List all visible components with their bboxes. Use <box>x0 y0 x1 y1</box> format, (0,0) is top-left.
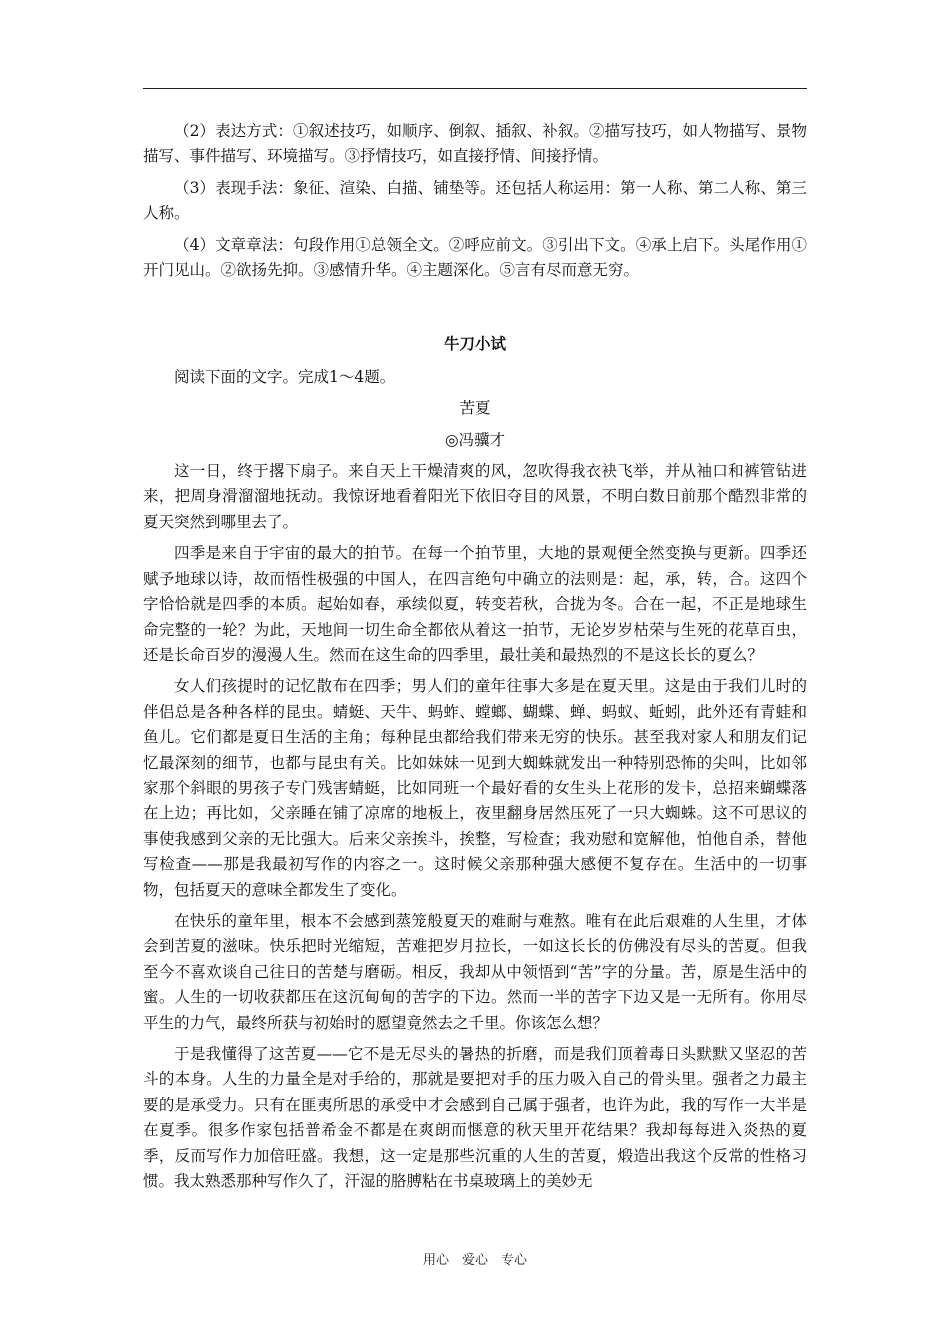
header-rule <box>143 88 807 89</box>
section-gap <box>143 289 807 331</box>
method-structure: （4）文章章法：句段作用①总领全文。②呼应前文。③引出下文。④承上启下。头尾作用①开门见山。②欲扬先抑。③感情升华。④主题深化。⑤言有尽而意无穷。 <box>143 235 807 280</box>
exercise-instruction: 阅读下面的文字。完成1～4题。 <box>174 367 396 386</box>
page-content <box>143 119 807 1200</box>
article-paragraph-1: 这一日，终于撂下扇子。来自天上干燥清爽的风，忽吹得我衣袂飞举，并从袖口和裤管钻进来，把周身滑溜溜地抚动。我惊讶地看着阳光下依旧夺目的风景，不明白数日前那个酷烈非常的夏天突然到哪里去了。 <box>143 462 807 531</box>
page-footer: 用心 爱心 专心 <box>422 1253 527 1268</box>
article-paragraph-4: 在快乐的童年里，根本不会感到蒸笼般夏天的难耐与难熬。唯有在此后艰难的人生里，才体会到苦夏的滋味。快乐把时光缩短，苦难把岁月拉长，一如这长长的仿佛没有尽头的苦夏。但我至今不喜欢谈自己往日的苦楚与磨砺。相反，我却从中领悟到“苦”字的分量。苦，原是生活中的蜜。人生的一切收获都压在这沉甸甸的苦字的下边。然而一半的苦字下边又是一无所有。你用尽平生的力气，最终所获与初始时的愿望竟然去之千里。你该怎么想？ <box>143 911 807 1032</box>
article-author: ◎冯骥才 <box>444 430 506 449</box>
method-expression: （2）表达方式：①叙述技巧，如顺序、倒叙、插叙、补叙。②描写技巧，如人物描写、景物描写、事件描写、环境描写。③抒情技巧，如直接抒情、间接抒情。 <box>143 122 807 166</box>
article-paragraph-3: 女人们孩提时的记忆散布在四季；男人们的童年往事大多是在夏天里。这是由于我们儿时的伴侣总是各种各样的昆虫。蜻蜓、天牛、蚂蚱、螳螂、蝴蝶、蝉、蚂蚁、蚯蚓，此外还有青蛙和鱼儿。它们都是夏日生活的主角；每种昆虫都给我们带来无穷的快乐。甚至我对家人和朋友们记忆最深刻的细节，也都与昆虫有关。比如妹妹一见到大蜘蛛就发出一种特别恐怖的尖叫，比如邻家那个斜眼的男孩子专门残害蜻蜓，比如同班一个最好看的女生头上花形的发卡，总招来蝴蝶落在上边；再比如，父亲睡在铺了凉席的地板上，夜里翻身居然压死了一只大蜘蛛。这不可思议的事使我感到父亲的无比强大。后来父亲挨斗，挨整，写检查；我劝慰和宽解他，怕他自杀，替他写检查——那是我最初写作的内容之一。这时候父亲那种强大感便不复存在。生活中的一切事物，包括夏天的意味全都发生了变化。 <box>143 677 807 899</box>
article-paragraph-2: 四季是来自于宇宙的最大的拍节。在每一个拍节里，大地的景观便全然变换与更新。四季还赋予地球以诗，故而悟性极强的中国人，在四言绝句中确立的法则是：起，承，转，合。这四个字恰恰就是四季的本质。起始如春，承续似夏，转变若秋，合拢为冬。合在一起，不正是地球生命完整的一轮？为此，天地间一切生命全都依从着这一拍节，无论岁岁枯荣与生死的花草百虫，还是长命百岁的漫漫人生。然而在这生命的四季里，最壮美和最热烈的不是这长长的夏么？ <box>143 544 807 664</box>
section-heading: 牛刀小试 <box>443 334 506 354</box>
method-technique: （3）表现手法：象征、渲染、白描、铺垫等。还包括人称运用：第一人称、第二人称、第三人称。 <box>143 178 807 223</box>
article-paragraph-5: 于是我懂得了这苦夏——它不是无尽头的暑热的折磨，而是我们顶着毒日头默默又坚忍的苦斗的本身。人生的力量全是对手给的，那就是要把对手的压力吸入自己的骨头里。强者之力最主要的是承受力。只有在匪夷所思的承受中才会感到自己属于强者，也许为此，我的写作一大半是在夏季。很多作家包括普希金不都是在爽朗而惬意的秋天里开花结果？我却每每进入炎热的夏季，反而写作力加倍旺盛。我想，这一定是那些沉重的人生的苦夏，煅造出我这个反常的性格习惯。我太熟悉那种写作久了，汗湿的胳膊粘在书桌玻璃上的美妙无 <box>143 1045 807 1191</box>
article-title: 苦夏 <box>459 399 491 418</box>
